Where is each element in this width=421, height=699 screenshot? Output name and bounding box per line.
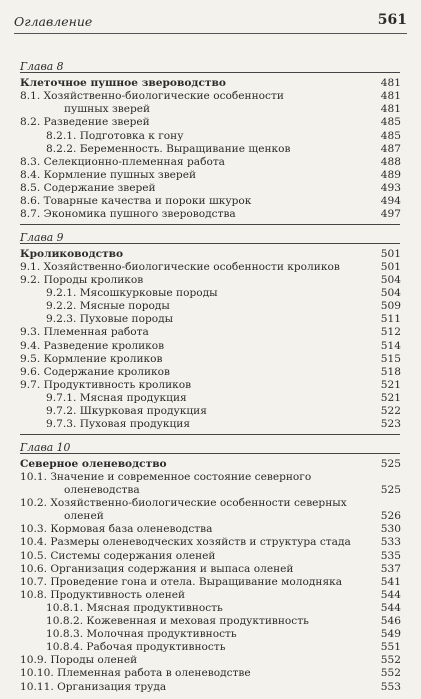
toc-entry-page: 487	[380, 142, 401, 155]
toc-entry-page: 494	[380, 195, 401, 207]
toc-entry	[0, 325, 421, 339]
toc-entry-page: 535	[380, 549, 401, 562]
toc-entry-page: 504	[380, 274, 401, 286]
toc-entry	[0, 535, 421, 549]
toc-entry-page: 546	[380, 615, 401, 627]
toc-entry	[0, 404, 421, 418]
toc-entry	[0, 286, 421, 300]
toc-entry	[0, 273, 421, 287]
toc-entry-page: 481	[380, 90, 401, 103]
toc-entry	[0, 562, 421, 576]
toc-entry-title: Глава 9	[20, 230, 64, 244]
toc-entry-title: 9.7.1. Мясная продукция	[46, 391, 187, 404]
chapter-title-entry	[0, 76, 421, 90]
toc-entry-page: 530	[380, 523, 401, 536]
toc-entry-title: 8.1. Хозяйственно-биологические особенности	[20, 90, 284, 103]
toc-entry-page: 526	[380, 510, 401, 523]
toc-entry-page: 512	[380, 326, 401, 339]
toc-entry-page: 552	[380, 654, 401, 667]
toc-entry	[0, 181, 421, 195]
toc-entry	[0, 417, 421, 431]
toc-entry-title: 10.11. Организация труда	[20, 680, 167, 693]
toc-entry	[0, 89, 421, 103]
toc-entry-title: Клеточное пушное звероводство	[20, 77, 226, 90]
toc-entry-title: 10.1. Значение и современное состояние северного	[20, 470, 312, 483]
toc-entry-title: 10.8.1. Мясная продуктивность	[46, 601, 223, 614]
toc-entry	[0, 627, 421, 641]
toc-entry-page: 544	[380, 601, 401, 614]
toc-entry	[0, 168, 421, 182]
toc-entry-title: 9.3. Племенная работа	[20, 326, 149, 339]
toc-entry-page: 521	[380, 378, 401, 391]
toc-entry	[0, 640, 421, 654]
toc-entry	[0, 129, 421, 143]
toc-entry	[0, 483, 421, 497]
toc-entry-page: 501	[380, 260, 401, 273]
toc-entry-title: 9.1. Хозяйственно-биологические особенности кроликов	[20, 260, 340, 273]
toc-entry	[0, 102, 421, 116]
toc-entry-title: оленеводства	[64, 484, 140, 496]
toc-entry	[0, 614, 421, 628]
toc-entry-title: 10.8.2. Кожевенная и меховая продуктивность	[46, 615, 309, 627]
toc-entry-title: 10.7. Проведение гона и отела. Выращивание молодняка	[20, 575, 343, 588]
toc-entry-title: 9.7.3. Пуховая продукция	[46, 418, 190, 431]
toc-entry-page: 551	[380, 641, 401, 654]
chapter-title-entry	[0, 457, 421, 471]
toc-entry	[0, 496, 421, 510]
toc-entry	[0, 666, 421, 680]
toc-entry-page: 493	[380, 181, 401, 194]
toc-entry-page: 549	[380, 628, 401, 641]
toc-entry	[0, 299, 421, 313]
toc-entry-page: 497	[380, 208, 401, 221]
toc-entry-page: 518	[380, 365, 401, 378]
toc-entry-title: 10.9. Породы оленей	[20, 654, 138, 667]
toc-entry-page: 485	[380, 116, 401, 129]
toc-entry-title: 8.2.1. Подготовка к гону	[46, 129, 184, 142]
running-head-title: Оглавление	[14, 14, 93, 29]
toc-entry-page: 504	[380, 287, 401, 300]
toc-entry	[0, 575, 421, 589]
toc-entry-title: пушных зверей	[64, 103, 151, 116]
toc-entry	[0, 155, 421, 169]
toc-entry-title: 9.2.2. Мясные породы	[46, 300, 170, 313]
toc-entry-title: 10.4. Размеры оленеводческих хозяйств и структура стада	[20, 536, 351, 549]
toc-entry-page: 525	[380, 484, 401, 496]
toc-entry-page: 501	[380, 247, 401, 260]
toc-entry-title: 10.5. Системы содержания оленей	[20, 549, 216, 562]
page-header	[0, 0, 421, 40]
toc-entry-page: 514	[380, 339, 401, 352]
toc-entry-page: 537	[380, 562, 401, 575]
toc-entry-title: оленей	[64, 510, 104, 523]
toc-entry-page: 521	[380, 391, 401, 404]
toc-entry-title: Кролиководство	[20, 247, 124, 260]
toc-entry	[0, 680, 421, 694]
toc-entry	[0, 207, 421, 221]
toc-entry-title: 9.5. Кормление кроликов	[20, 352, 163, 365]
toc-entry	[0, 312, 421, 326]
page-number: 561	[377, 12, 407, 28]
toc-entry-title: 9.2.1. Мясошкурковые породы	[46, 287, 218, 300]
chapter-rule	[20, 72, 400, 73]
toc-entry-title: 10.8.3. Молочная продуктивность	[46, 628, 237, 641]
toc-entry	[0, 601, 421, 615]
toc-entry	[0, 339, 421, 353]
toc-entry-title: 9.4. Разведение кроликов	[20, 339, 165, 352]
toc-entry-title: 9.6. Содержание кроликов	[20, 365, 170, 378]
toc-entry-page: 525	[380, 457, 401, 470]
toc-entry-title: Северное оленеводство	[20, 457, 167, 470]
toc-entry	[0, 352, 421, 366]
toc-entry-title: 10.6. Организация содержания и выпаса оленей	[20, 562, 294, 575]
toc-entry	[0, 194, 421, 208]
toc-entry-title: Глава 10	[20, 440, 71, 454]
toc-entry-page: 544	[380, 588, 401, 601]
header-rule	[14, 33, 407, 34]
toc-entry	[0, 142, 421, 156]
toc-entry	[0, 653, 421, 667]
toc-entry-title: 8.2.2. Беременность. Выращивание щенков	[46, 142, 291, 155]
toc-entry-page: 515	[380, 352, 401, 365]
table-of-contents	[0, 60, 421, 699]
chapter-separator	[20, 224, 400, 225]
toc-entry	[0, 378, 421, 392]
chapter-separator	[20, 434, 400, 435]
toc-entry-title: 9.7.2. Шкурковая продукция	[46, 405, 207, 417]
toc-entry-title: 10.2. Хозяйственно-биологические особенности северных	[20, 497, 347, 510]
toc-entry-title: Глава 8	[20, 60, 64, 73]
toc-entry-page: 541	[380, 575, 401, 588]
toc-entry-title: 10.8. Продуктивность оленей	[20, 588, 186, 601]
toc-entry	[0, 391, 421, 405]
toc-entry-page: 522	[380, 405, 401, 417]
toc-entry-title: 10.8.4. Рабочая продуктивность	[46, 641, 226, 654]
toc-entry-page: 488	[380, 155, 401, 168]
toc-entry-page: 489	[380, 168, 401, 181]
toc-entry-page: 533	[380, 536, 401, 549]
toc-entry	[0, 588, 421, 602]
toc-entry-page: 553	[380, 680, 401, 693]
toc-entry-title: 8.6. Товарные качества и пороки шкурок	[20, 195, 252, 207]
toc-entry-title: 9.2. Породы кроликов	[20, 274, 144, 286]
toc-entry-title: 9.2.3. Пуховые породы	[46, 313, 174, 326]
chapter-title-entry	[0, 247, 421, 261]
toc-entry	[0, 549, 421, 563]
toc-entry-page: 481	[380, 103, 401, 116]
toc-entry-title: 8.2. Разведение зверей	[20, 116, 150, 129]
toc-entry	[0, 365, 421, 379]
toc-entry	[0, 509, 421, 523]
chapter-rule	[20, 453, 400, 454]
toc-entry-page: 481	[380, 77, 401, 90]
toc-entry-page: 523	[380, 418, 401, 431]
toc-entry	[0, 470, 421, 484]
toc-entry-page: 511	[380, 313, 401, 326]
toc-entry-title: 10.10. Племенная работа в оленеводстве	[20, 667, 251, 680]
toc-entry-title: 10.3. Кормовая база оленеводства	[20, 523, 213, 536]
toc-entry-page: 509	[380, 300, 401, 313]
toc-entry-title: 8.3. Селекционно-племенная работа	[20, 155, 225, 168]
toc-entry-title: 9.7. Продуктивность кроликов	[20, 378, 192, 391]
toc-entry-page: 552	[380, 667, 401, 680]
toc-entry	[0, 115, 421, 129]
toc-entry-page: 485	[380, 129, 401, 142]
toc-entry	[0, 260, 421, 274]
toc-entry-title: 8.7. Экономика пушного звероводства	[20, 208, 236, 221]
toc-entry-title: 8.4. Кормление пушных зверей	[20, 168, 197, 181]
chapter-rule	[20, 243, 400, 244]
toc-entry	[0, 522, 421, 536]
toc-entry-title: 8.5. Содержание зверей	[20, 181, 156, 194]
